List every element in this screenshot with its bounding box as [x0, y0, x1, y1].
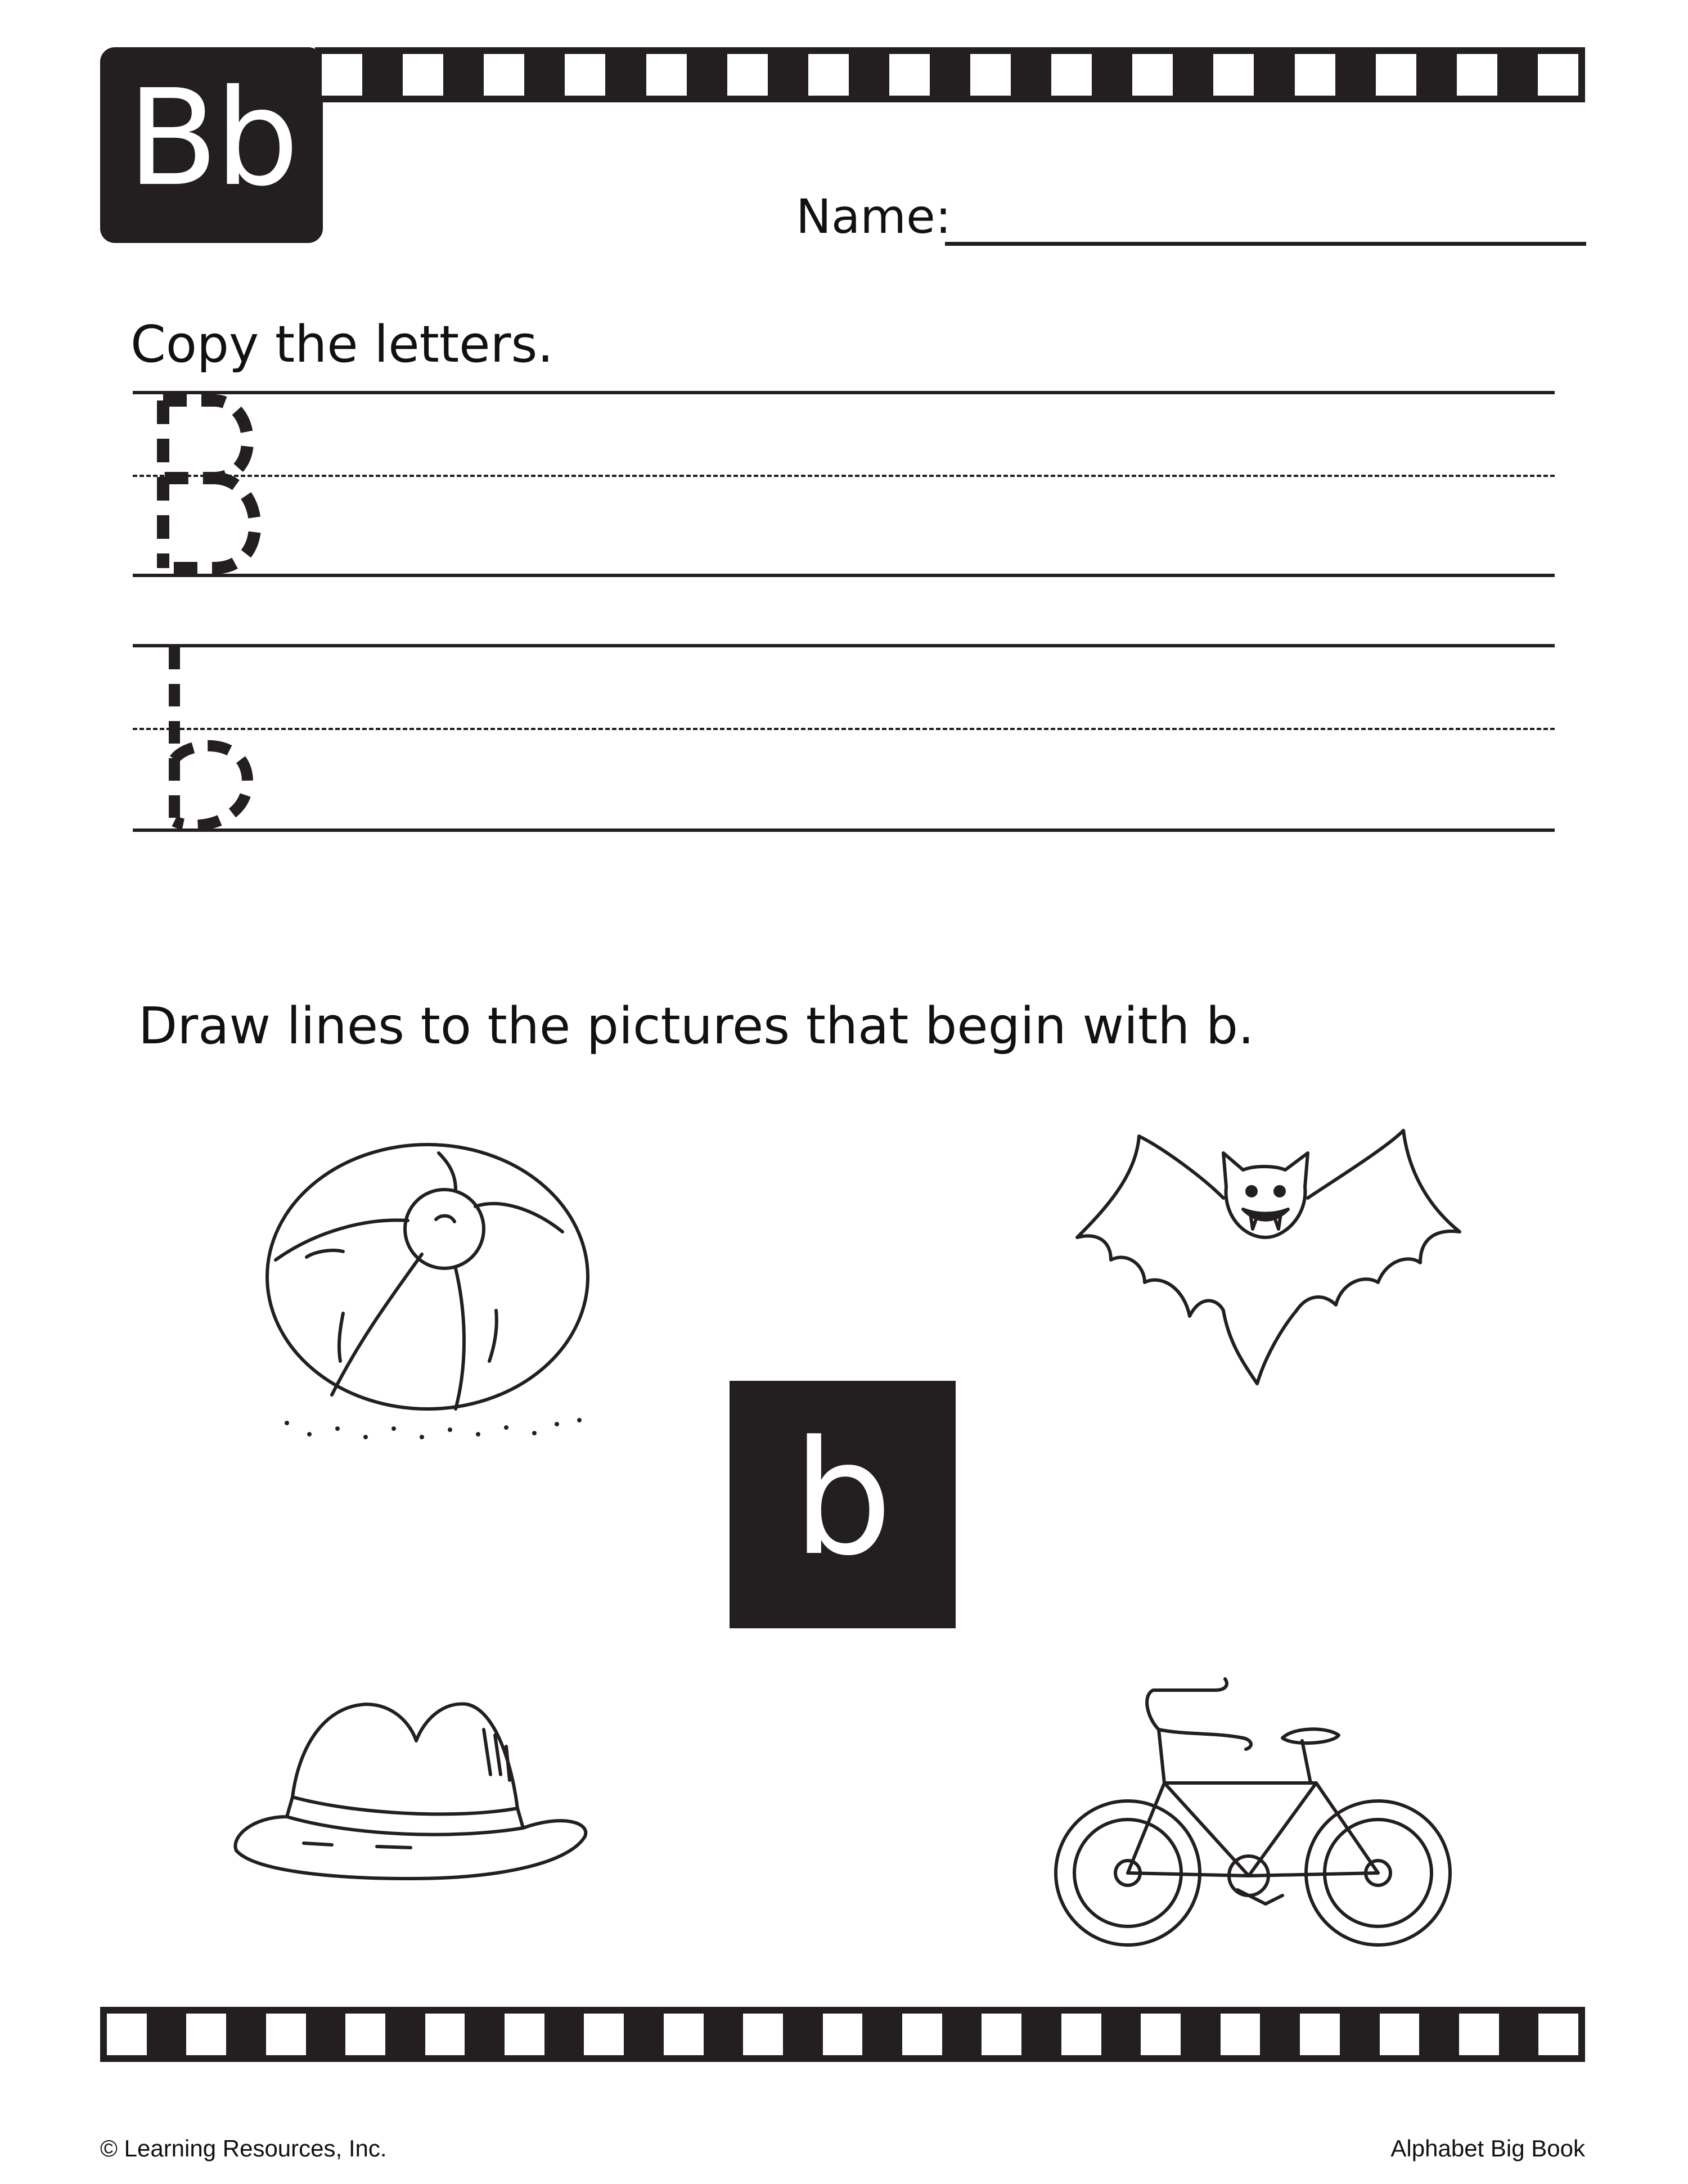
writing-line-top-1[interactable]	[133, 391, 1555, 394]
checker-square	[465, 2014, 505, 2055]
checker-square	[362, 54, 403, 96]
beach-ball-picture[interactable]	[253, 1136, 602, 1451]
checker-square	[1021, 2014, 1061, 2055]
checker-square	[306, 2014, 346, 2055]
hat-picture[interactable]	[231, 1696, 591, 1881]
checker-square	[1213, 54, 1254, 96]
traced-uppercase-b	[152, 394, 298, 579]
bicycle-picture[interactable]	[1046, 1673, 1474, 1955]
center-letter-text: b	[793, 1407, 893, 1591]
checker-square	[425, 2014, 465, 2055]
checker-square	[823, 2014, 863, 2055]
checker-square	[727, 54, 768, 96]
checker-square	[1101, 2014, 1141, 2055]
writing-line-base-1[interactable]	[133, 574, 1555, 577]
checker-square	[1092, 54, 1132, 96]
checker-square	[942, 2014, 982, 2055]
checker-square	[1051, 54, 1092, 96]
checker-square	[970, 54, 1011, 96]
checker-square	[1132, 54, 1173, 96]
checker-square	[107, 2014, 147, 2055]
letter-badge	[100, 47, 323, 243]
checker-square	[1538, 2014, 1578, 2055]
writing-line-top-2[interactable]	[133, 644, 1555, 647]
checker-square	[1538, 54, 1578, 96]
checker-square	[385, 2014, 425, 2055]
checker-square	[1416, 54, 1457, 96]
checker-square	[646, 54, 687, 96]
checker-square	[1457, 54, 1497, 96]
checker-border-top	[315, 47, 1585, 102]
checker-square	[624, 2014, 664, 2055]
checker-square	[505, 2014, 544, 2055]
checker-square	[524, 54, 565, 96]
checker-square	[1181, 2014, 1221, 2055]
checker-square	[186, 2014, 226, 2055]
letter-badge-text: Bb	[127, 61, 296, 215]
checker-square	[902, 2014, 942, 2055]
writing-line-mid-2[interactable]	[133, 728, 1555, 730]
traced-lowercase-b	[157, 647, 270, 832]
checker-square	[1335, 54, 1376, 96]
checker-square	[484, 54, 524, 96]
checker-square	[743, 2014, 783, 2055]
copy-instruction: Copy the letters.	[130, 315, 554, 374]
checker-square	[930, 54, 970, 96]
checker-square	[1419, 2014, 1459, 2055]
checker-square	[1011, 54, 1051, 96]
checker-square	[768, 54, 808, 96]
checker-square	[1380, 2014, 1420, 2055]
checker-square	[1221, 2014, 1261, 2055]
checker-border-bottom	[100, 2007, 1585, 2062]
center-letter-badge	[730, 1381, 956, 1628]
bat-picture[interactable]	[1072, 1125, 1465, 1395]
checker-square	[783, 2014, 823, 2055]
writing-line-base-2[interactable]	[133, 828, 1555, 832]
checker-square	[982, 2014, 1021, 2055]
checker-square	[147, 2014, 187, 2055]
checker-square	[1499, 2014, 1539, 2055]
checker-square	[862, 2014, 902, 2055]
match-instruction: Draw lines to the pictures that begin with b.	[138, 997, 1254, 1056]
checker-square	[266, 2014, 306, 2055]
checker-square	[1497, 54, 1538, 96]
checker-square	[1295, 54, 1335, 96]
writing-line-mid-1[interactable]	[133, 475, 1555, 477]
checker-square	[403, 54, 443, 96]
checker-square	[687, 54, 727, 96]
checker-square	[1173, 54, 1213, 96]
checker-square	[565, 54, 605, 96]
checker-square	[1260, 2014, 1300, 2055]
checker-square	[584, 2014, 624, 2055]
checker-square	[1459, 2014, 1499, 2055]
checker-square	[1254, 54, 1294, 96]
name-field-line[interactable]	[945, 242, 1586, 246]
checker-square	[1340, 2014, 1380, 2055]
checker-square	[1300, 2014, 1340, 2055]
footer-book-title: Alphabet Big Book	[1390, 2135, 1585, 2162]
checker-square	[1376, 54, 1416, 96]
checker-square	[226, 2014, 266, 2055]
checker-square	[808, 54, 849, 96]
checker-square	[345, 2014, 385, 2055]
checker-square	[704, 2014, 744, 2055]
checker-square	[664, 2014, 704, 2055]
checker-square	[605, 54, 646, 96]
checker-square	[1061, 2014, 1101, 2055]
checker-square	[322, 54, 362, 96]
checker-square	[544, 2014, 584, 2055]
checker-square	[889, 54, 930, 96]
name-label: Name:	[796, 189, 952, 244]
footer-copyright: © Learning Resources, Inc.	[100, 2135, 387, 2162]
checker-square	[849, 54, 889, 96]
checker-square	[1141, 2014, 1181, 2055]
checker-square	[443, 54, 484, 96]
